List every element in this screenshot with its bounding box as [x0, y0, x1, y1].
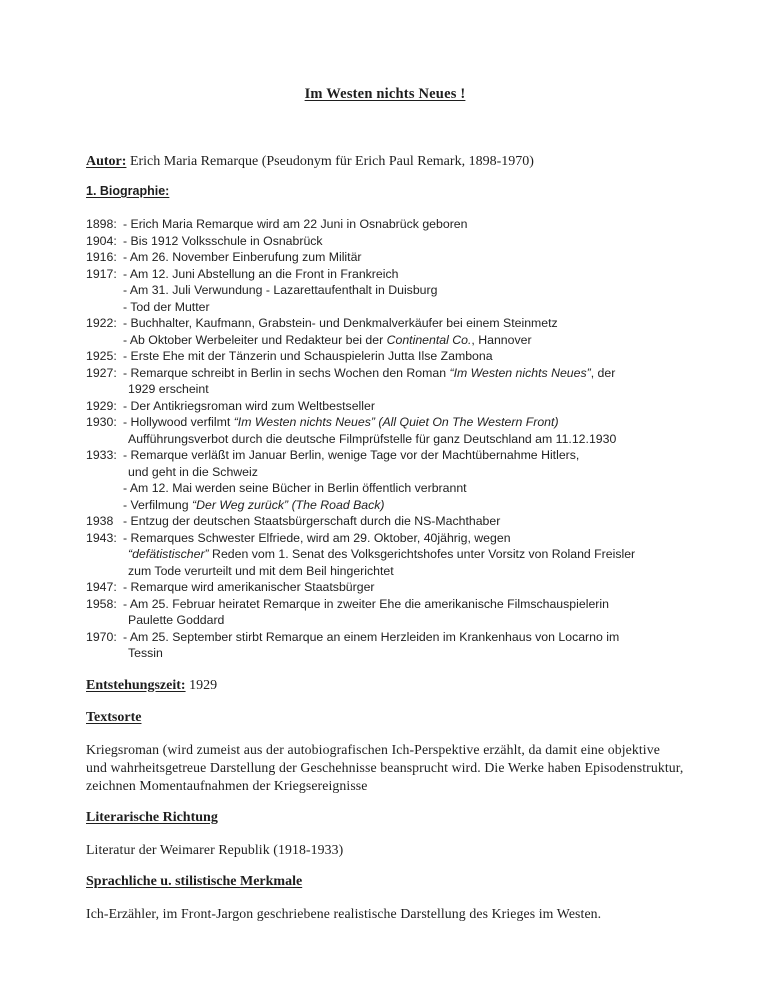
bio-text: und geht in die Schweiz	[128, 464, 258, 479]
bio-text: - Remarques Schwester Elfriede, wird am 29. Oktober, 40jährig, wegen	[123, 530, 511, 545]
bio-entry	[86, 513, 684, 530]
author-label: Autor:	[86, 154, 127, 169]
bio-line	[123, 216, 684, 233]
bio-line	[123, 530, 684, 547]
bio-entry	[86, 629, 684, 662]
bio-year: 1898:	[86, 217, 117, 231]
bio-text: Reden vom 1. Senat des Volksgerichtshofes unter Vorsitz von Roland Freisler	[208, 547, 636, 561]
bio-entry	[86, 249, 684, 266]
bio-text: - Am 12. Juni Abstellung an die Front in Frankreich	[123, 266, 399, 281]
bio-line	[123, 563, 684, 580]
bio-content	[123, 233, 684, 250]
bio-text: 1929 erscheint	[128, 382, 209, 396]
entstehungszeit-value: 1929	[185, 677, 218, 693]
bio-content	[123, 216, 684, 233]
bio-line	[123, 464, 684, 481]
bio-year: 1938	[86, 514, 114, 528]
bio-year: 1958:	[86, 596, 117, 611]
bio-entry	[86, 447, 684, 513]
bio-text: - Ab Oktober Werbeleiter und Redakteur bei der	[123, 332, 387, 347]
bio-content	[123, 249, 684, 266]
bio-text: - Erich Maria Remarque wird am 22 Juni in Osnabrück geboren	[123, 217, 468, 231]
bio-line	[123, 645, 684, 662]
bio-text: - Hollywood verfilmt	[123, 415, 234, 429]
bio-line	[123, 596, 684, 613]
bio-year: 1922:	[86, 316, 117, 330]
bio-text: - Verfilmung	[123, 497, 193, 512]
bio-entry	[86, 266, 684, 316]
bio-line	[123, 447, 684, 464]
bio-italic-text: “Im Westen nichts Neues” (All Quiet On The Western Front)	[233, 415, 559, 429]
bio-text: - Bis 1912 Volksschule in Osnabrück	[123, 233, 323, 248]
bio-year: 1933:	[86, 448, 117, 462]
bio-line	[123, 398, 684, 415]
bio-line	[123, 233, 684, 250]
bio-content	[123, 530, 684, 580]
biography-heading: 1. Biographie:	[86, 184, 170, 198]
bio-entry	[86, 365, 684, 398]
bio-line	[123, 282, 684, 299]
bio-text: - Am 25. September stirbt Remarque an einem Herzleiden im Krankenhaus von Locarno im	[123, 629, 620, 644]
bio-line	[123, 315, 684, 332]
bio-line	[123, 612, 684, 629]
bio-content	[123, 579, 684, 596]
bio-text: - Tod der Mutter	[123, 299, 210, 314]
bio-text: - Buchhalter, Kaufmann, Grabstein- und Denkmalverkäufer bei einem Steinmetz	[123, 316, 558, 330]
bio-text: - Entzug der deutschen Staatsbürgerschaft durch die NS-Machthaber	[123, 514, 501, 528]
bio-content	[123, 348, 684, 365]
bio-line	[123, 414, 684, 431]
bio-year: 1929:	[86, 398, 117, 413]
bio-content	[123, 414, 684, 447]
literarische-richtung-heading: Literarische Richtung	[86, 809, 218, 825]
bio-line	[123, 629, 684, 646]
author-value: Erich Maria Remarque (Pseudonym für Erich Paul Remark, 1898-1970)	[126, 154, 534, 169]
bio-text: Aufführungsverbot durch die deutsche Filmprüfstelle für ganz Deutschland am 11.12.1930	[128, 431, 617, 446]
bio-content	[123, 596, 684, 629]
bio-text: - Remarque wird amerikanischer Staatsbürger	[123, 580, 375, 594]
bio-text: - Am 12. Mai werden seine Bücher in Berlin öffentlich verbrannt	[123, 481, 467, 495]
bio-text: , Hannover	[471, 332, 532, 347]
bio-year: 1916:	[86, 250, 117, 264]
bio-content	[123, 266, 684, 316]
bio-text: , der	[590, 365, 616, 380]
literarische-richtung-paragraph: Literatur der Weimarer Republik (1918-1933)	[86, 841, 344, 857]
entstehungszeit-line	[86, 677, 684, 695]
bio-year: 1917:	[86, 266, 117, 281]
bio-entry	[86, 348, 684, 365]
bio-entry	[86, 216, 684, 233]
bio-content	[123, 315, 684, 348]
bio-line	[123, 546, 684, 563]
bio-text: Paulette Goddard	[128, 613, 225, 627]
bio-italic-text: Continental Co.	[386, 332, 472, 347]
bio-entry	[86, 414, 684, 447]
bio-year: 1904:	[86, 233, 117, 248]
bio-year: 1930:	[86, 415, 117, 429]
bio-text: - Am 31. Juli Verwundung - Lazarettaufenthalt in Duisburg	[123, 283, 438, 297]
bio-text: Tessin	[128, 646, 163, 660]
bio-line	[123, 497, 684, 514]
bio-line	[123, 332, 684, 349]
bio-year: 1947:	[86, 580, 117, 594]
bio-text: - Am 26. November Einberufung zum Militär	[123, 250, 362, 264]
bio-line	[123, 365, 684, 382]
bio-year: 1970:	[86, 629, 117, 644]
bio-text: - Am 25. Februar heiratet Remarque in zweiter Ehe die amerikanische Filmschauspielerin	[123, 596, 609, 611]
bio-italic-text: “Der Weg zurück” (The Road Back)	[192, 497, 385, 512]
textsorte-paragraph: Kriegsroman (wird zumeist aus der autobiografischen Ich-Perspektive erzählt, da damit eine objektive und wahrheitsgetreue Darstellung der Geschehnisse beansprucht wird. Die Werke haben Episodenstruktur, zeichnen Momentaufnahmen der Kriegsereignisse	[86, 741, 684, 793]
bio-year: 1943:	[86, 530, 117, 545]
bio-line	[123, 480, 684, 497]
page-title: Im Westen nichts Neues !	[304, 86, 466, 102]
bio-line	[123, 266, 684, 283]
bio-entry	[86, 233, 684, 250]
bio-text: - Der Antikriegsroman wird zum Weltbestseller	[123, 398, 375, 413]
bio-entry	[86, 596, 684, 629]
bio-entry	[86, 315, 684, 348]
bio-text: - Remarque schreibt in Berlin in sechs Wochen den Roman	[123, 365, 450, 380]
bio-line	[123, 431, 684, 448]
bio-entry	[86, 530, 684, 580]
bio-line	[123, 299, 684, 316]
sprachliche-merkmale-paragraph: Ich-Erzähler, im Front-Jargon geschriebene realistische Darstellung des Krieges im Westen.	[86, 905, 602, 921]
bio-content	[123, 398, 684, 415]
author-line	[86, 153, 684, 171]
bio-entry	[86, 398, 684, 415]
bio-text: - Remarque verläßt im Januar Berlin, wenige Tage vor der Machtübernahme Hitlers,	[123, 448, 580, 462]
bio-line	[123, 381, 684, 398]
bio-line	[123, 579, 684, 596]
bio-text: - Erste Ehe mit der Tänzerin und Schauspielerin Jutta Ilse Zambona	[123, 349, 493, 363]
bio-content	[123, 513, 684, 530]
bio-line	[123, 348, 684, 365]
bio-year: 1927:	[86, 365, 117, 380]
bio-content	[123, 365, 684, 398]
textsorte-heading: Textsorte	[86, 709, 142, 725]
entstehungszeit-label: Entstehungszeit:	[86, 677, 186, 693]
biography-list	[86, 216, 684, 662]
bio-italic-text: “defätistischer”	[128, 547, 209, 561]
bio-content	[123, 447, 684, 513]
sprachliche-merkmale-heading: Sprachliche u. stilistische Merkmale	[86, 873, 303, 889]
bio-content	[123, 629, 684, 662]
bio-italic-text: “Im Westen nichts Neues”	[449, 365, 591, 380]
bio-line	[123, 249, 684, 266]
bio-line	[123, 513, 684, 530]
bio-entry	[86, 579, 684, 596]
bio-year: 1925:	[86, 349, 117, 363]
bio-text: zum Tode verurteilt und mit dem Beil hingerichtet	[128, 563, 394, 578]
